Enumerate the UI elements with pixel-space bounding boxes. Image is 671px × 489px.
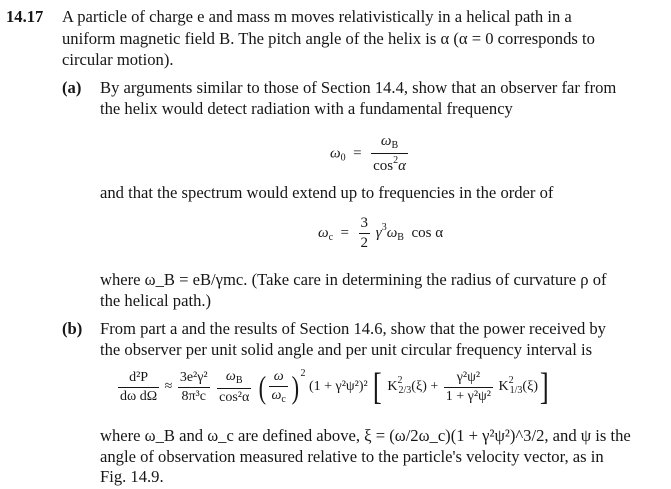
part-a-line-1: By arguments similar to those of Section 14.4, show that an observer far from [100,78,617,97]
eq3-f1 [178,371,210,404]
eq1-lhs-sub: 0 [340,152,346,164]
eq2-fraction [359,216,371,251]
eq2-frac-den: 2 [360,235,369,251]
problem-number: 14.17 [6,7,44,26]
eq3-f2-den: cos²α [219,389,250,405]
eq1-num: ω [380,133,392,149]
eq3-f4 [444,371,493,404]
eq3-f3-den-sub: c [281,393,286,405]
eq3-f3-sup: 2 [300,368,306,380]
eq1-lhs: ω [330,145,341,162]
eq2-omega: ω [386,224,398,241]
eq2-gamma-sup: 3 [381,221,387,233]
eq1-num-sub: B [391,140,399,151]
eq3-f2-num-sub: B [235,374,243,386]
part-b-label: (b) [62,319,83,338]
eq3-k2-sup: 2 [508,375,514,387]
eq3-k2: K [498,379,509,395]
eq2-gamma: γ [375,224,382,241]
part-b-line-5: Fig. 14.9. [100,467,164,486]
eq3-lhs-num: d²P [118,371,159,388]
eq1-den-sup: 2 [393,155,399,166]
part-b-line-1: From part a and the results of Section 14.6, show that the power received by [100,319,606,338]
equation-power-spectrum: $\frac{\text{d²P}}{\text{dω dΩ}}$ ≈ $\frac{\text{3e²γ²}}{\text{8π³c}}$ $\frac{\omega_B}{\text{cos²α}}$ ( $\frac{\omega}{\omega_c}$ ) $^2$ (1 + γ²ψ²)² [ $K^2_{2/3}(\xi)$ + $\frac{\text{γ²ψ²}}{\text{1 + γ²ψ²}}$ $K^2_{1/3}(\xi)$] [120,366,549,408]
eq2-lhs: ω [318,224,329,241]
part-a-line-2: the helix would detect radiation with a fundamental frequency [100,99,513,118]
eq3-lhs-fraction [118,371,159,404]
problem-text-line-2: uniform magnetic field B. The pitch angle of the helix is α (α = 0 corresponds to [62,29,595,48]
part-b-line-4: angle of observation measured relative to the particle's velocity vector, as in [100,447,604,466]
part-a-line-5: the helical path.) [100,291,212,310]
eq3-k1-arg: (ξ) + [411,379,439,395]
eq3-f1-den: 8π³c [181,388,206,404]
eq2-frac-num: 3 [359,216,371,234]
equation-critical-frequency: $\omega_c$ = $\frac{3}{2}$ $\gamma^3\omega_B$ cos α [318,215,444,251]
eq3-f2-num: ω [225,368,236,384]
part-b-line-2: the observer per unit solid angle and per unit circular frequency interval is [100,340,593,359]
equation-fundamental-frequency: $\omega_0$ = $\frac{\omega_B}{\cos^2\alpha}$ [330,133,406,174]
eq3-f3-den: ω [271,387,282,403]
eq2-omega-sub: B [397,231,404,243]
eq1-fraction [371,134,408,174]
eq3-k2-sub: 1/3 [509,385,523,397]
part-a-label: (a) [62,78,82,97]
eq3-f4-num: γ²ψ² [444,371,493,388]
eq3-f3 [269,370,287,405]
eq3-k2-arg: (ξ) [522,379,538,395]
eq3-mid: (1 + γ²ψ²)² [308,379,368,395]
eq3-lhs-den: dω dΩ [120,388,158,404]
eq3-k1: K [387,379,398,395]
eq1-den-var: α [398,158,406,174]
eq1-den: cos [373,158,394,174]
problem-text-line-3: circular motion). [62,50,174,69]
eq2-tail: cos α [411,224,444,241]
eq3-k1-sup: 2 [397,375,403,387]
problem-text-line-1: A particle of charge e and mass m moves relativistically in a helical path in a [62,7,572,26]
eq3-f4-den: 1 + γ²ψ² [445,388,492,404]
eq3-f2 [217,370,251,405]
eq3-approx: ≈ [164,379,173,395]
eq2-lhs-sub: c [328,231,334,243]
eq3-f1-num: 3e²γ² [178,371,210,388]
part-a-line-4: where ω_B = eB/γmc. (Take care in determining the radius of curvature ρ of [100,270,607,289]
eq3-k1-sub: 2/3 [398,385,412,397]
part-a-line-3: and that the spectrum would extend up to frequencies in the order of [100,183,554,202]
eq3-f3-num: ω [273,368,284,384]
part-b-line-3: where ω_B and ω_c are defined above, ξ = (ω/2ω_c)(1 + γ²ψ²)^3/2, and ψ is the [100,426,631,445]
